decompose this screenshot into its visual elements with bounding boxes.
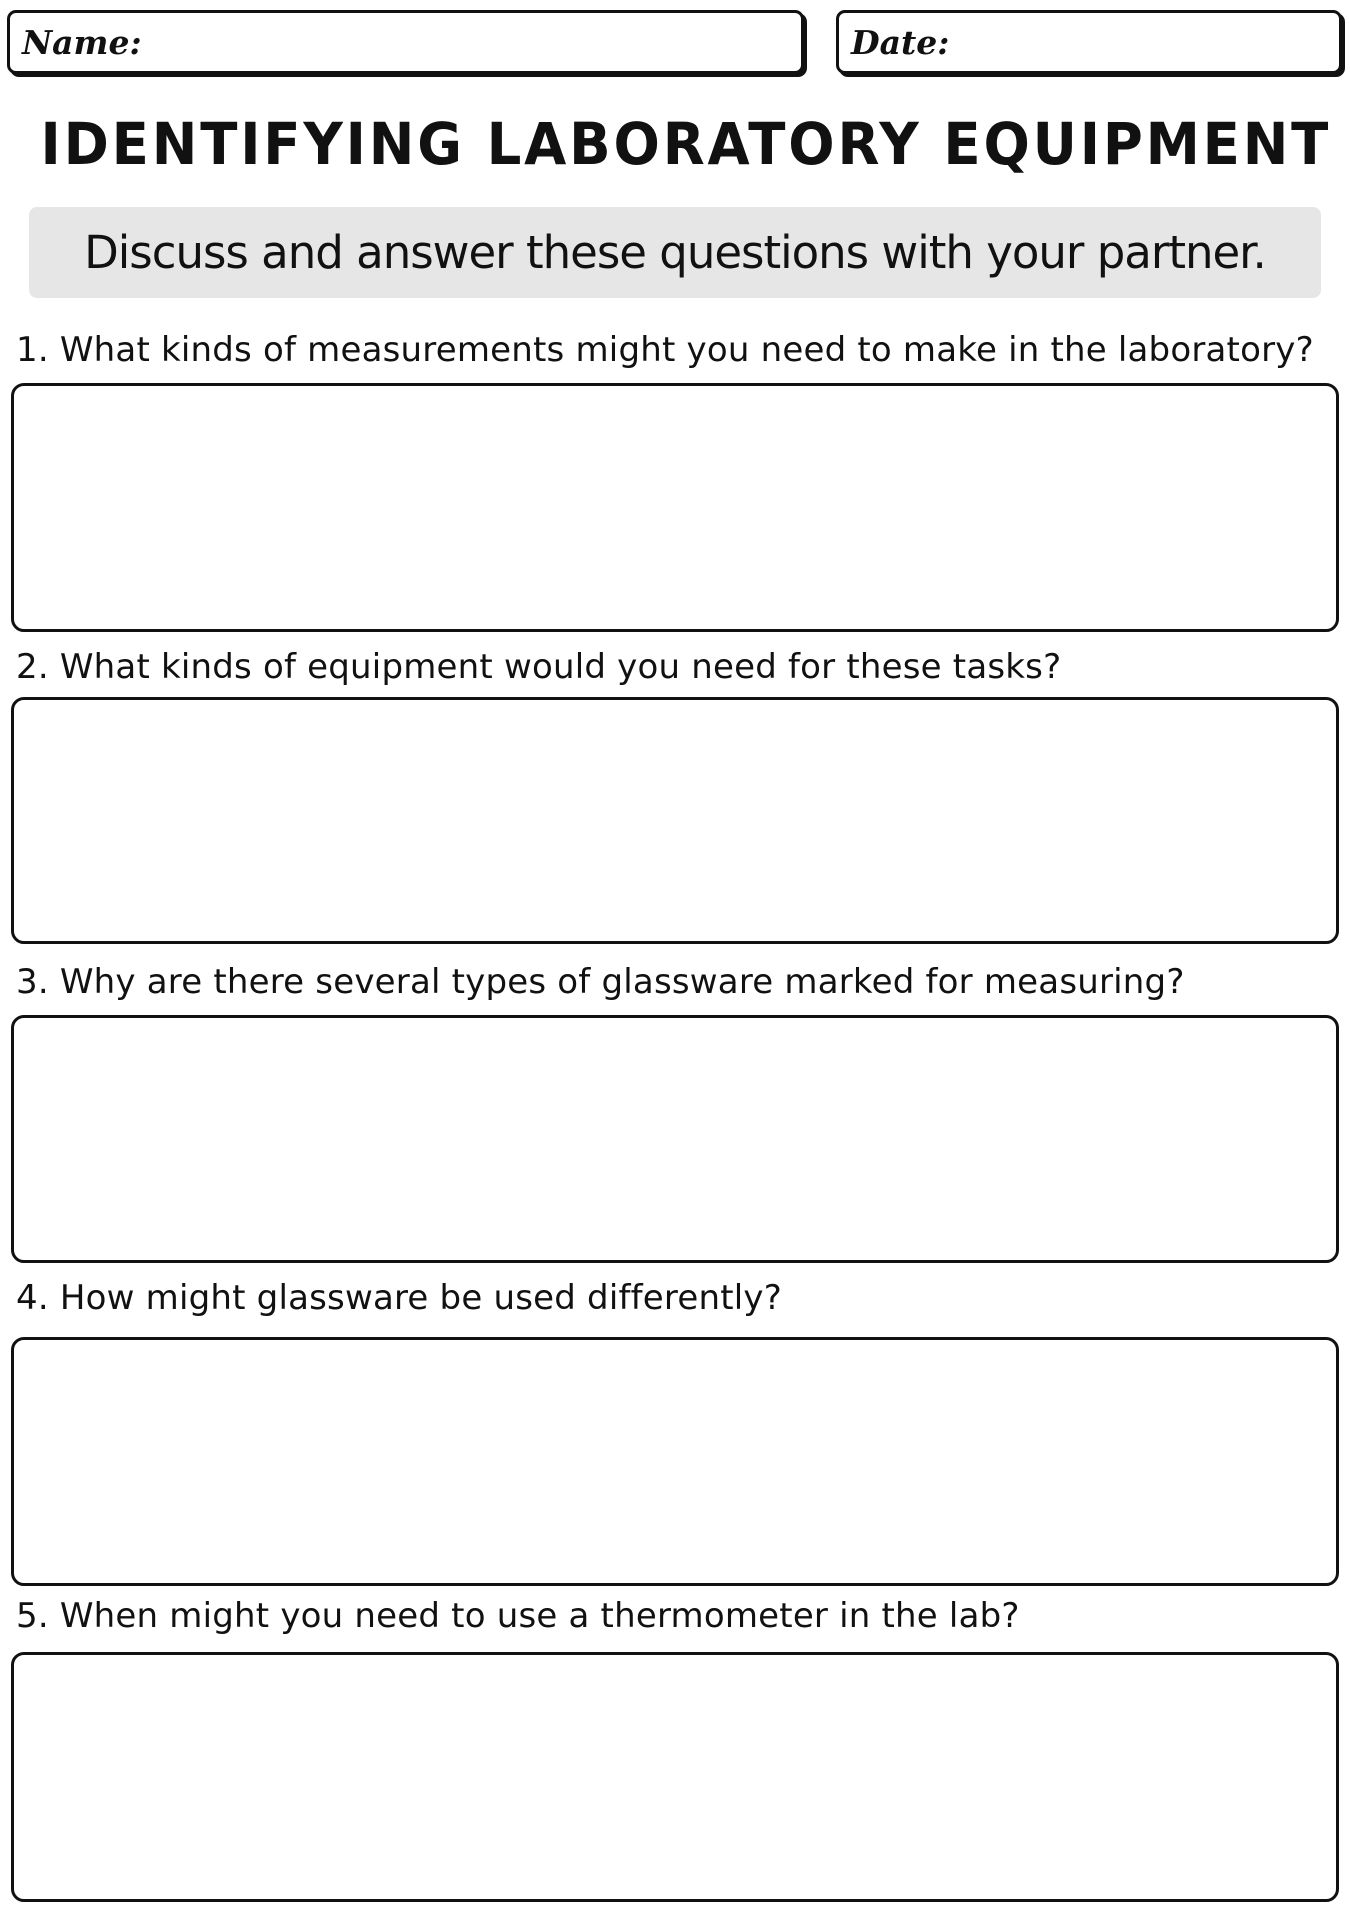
name-field[interactable] — [7, 10, 804, 74]
question-5-label: 5. When might you need to use a thermometer in the lab? — [16, 1596, 1020, 1636]
name-label: Name: — [22, 23, 142, 62]
question-4-label: 4. How might glassware be used differently? — [16, 1278, 782, 1318]
question-1-label: 1. What kinds of measurements might you need to make in the laboratory? — [16, 330, 1314, 370]
page-title: IDENTIFYING LABORATORY EQUIPMENT — [40, 110, 1332, 178]
date-label: Date: — [851, 23, 950, 62]
instruction-banner — [29, 207, 1321, 298]
answer-box-2[interactable] — [11, 697, 1339, 944]
question-2-label: 2. What kinds of equipment would you need for these tasks? — [16, 647, 1062, 687]
date-field[interactable] — [836, 10, 1342, 74]
instruction-text: Discuss and answer these questions with your partner. — [84, 226, 1266, 279]
answer-box-5[interactable] — [11, 1652, 1339, 1902]
answer-box-1[interactable] — [11, 383, 1339, 632]
answer-box-3[interactable] — [11, 1015, 1339, 1263]
answer-box-4[interactable] — [11, 1337, 1339, 1586]
question-3-label: 3. Why are there several types of glassware marked for measuring? — [16, 962, 1185, 1002]
